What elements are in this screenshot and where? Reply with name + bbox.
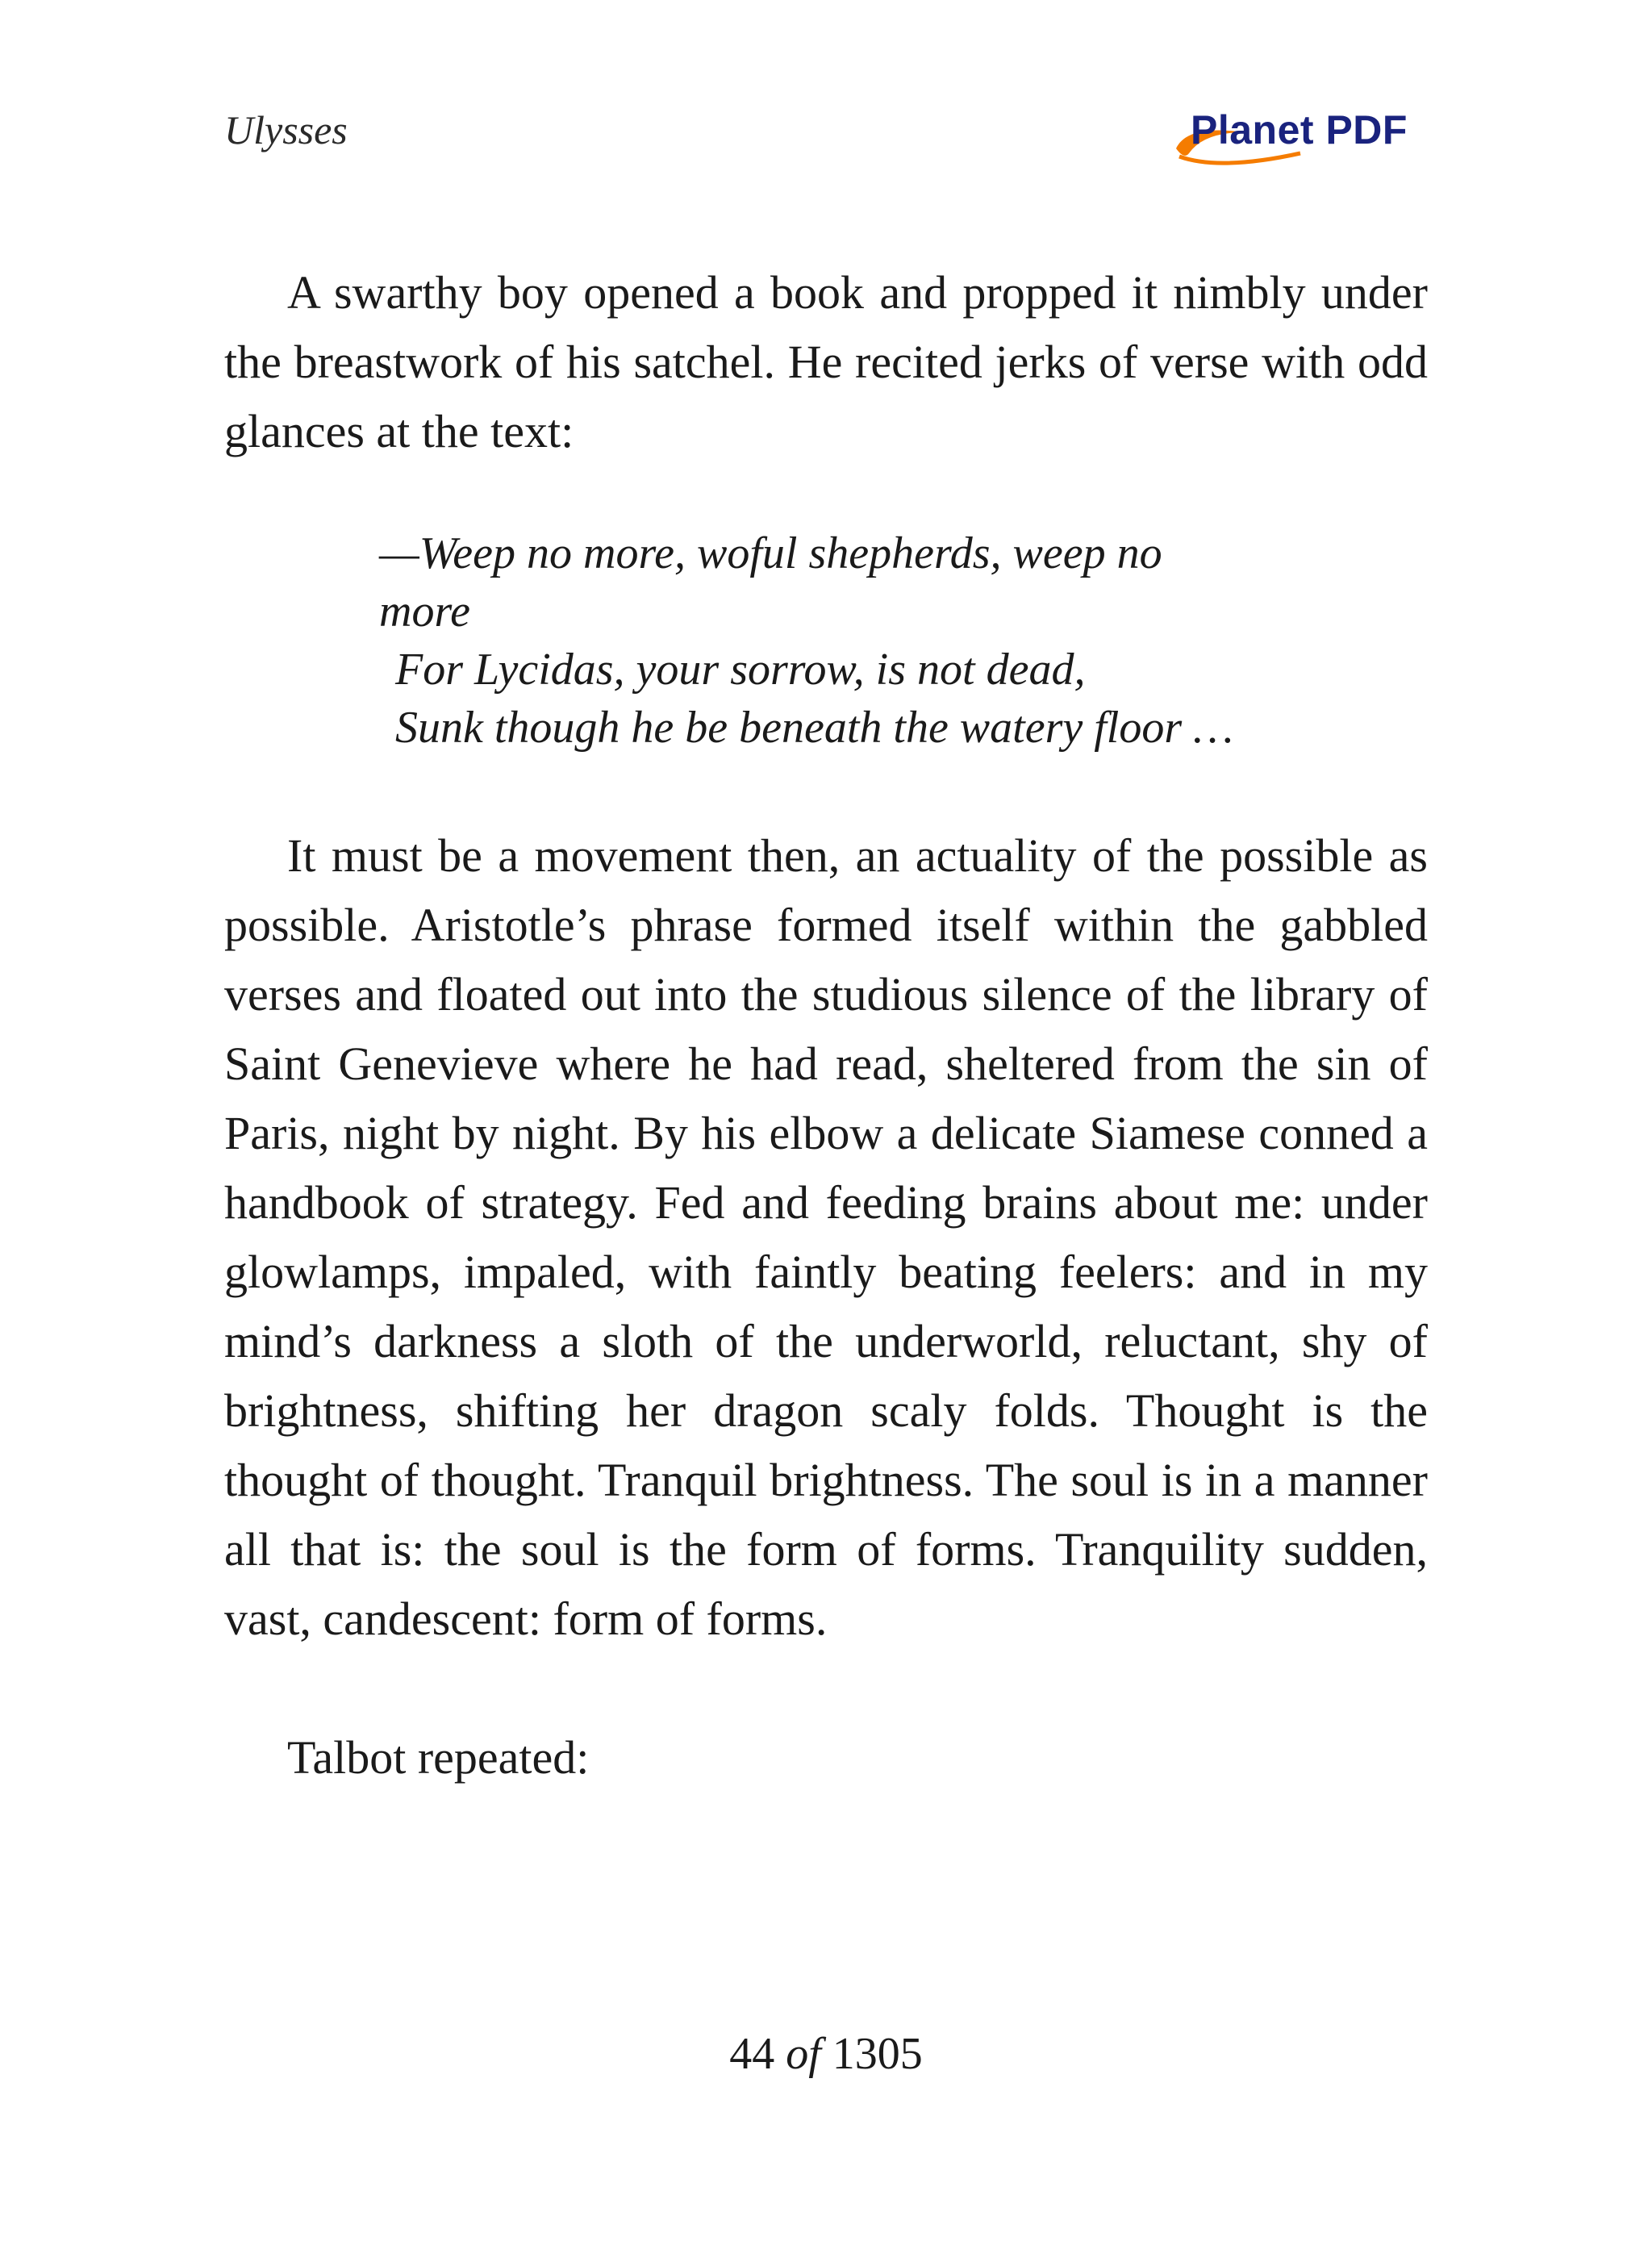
verse-line-4: Sunk though he be beneath the watery floor … [395,703,1233,753]
verse-line-1: —Weep no more, woful shepherds, weep no [379,528,1162,578]
verse-line-2: more [379,586,471,637]
paragraph-2: It must be a movement then, an actuality of the possible as possible. Aristotle’s phrase formed itself within the gabbled verses and floated out into the studious silence of the library of Saint Genevieve where he had read, sheltered from the sin of Paris, night by night. By his elbow a delicate Siamese conned a handbook of strategy. Fed and feeding brains about me: under glowlamps, impaled, with faintly beating feelers: and in my mind’s darkness a sloth of the underworld, reluctant, shy of brightness, shifting her dragon scaly folds. Thought is the thought of thought. Tranquil brightness. The soul is in a manner all that is: the soul is the form of forms. Tranquility sudden, vast, candescent: form of forms. [224,829,1428,1645]
page-number [0,2028,1652,2080]
planet-pdf-logo [1171,100,1429,173]
of-label: of [786,2029,821,2079]
paragraph-3: Talbot repeated: [287,1731,590,1784]
verse-block [379,524,1266,757]
total-pages: 1305 [832,2029,923,2079]
current-page: 44 [729,2029,775,2079]
verse-line-3: For Lycidas, your sorrow, is not dead, [395,645,1086,695]
paragraph-1: A swarthy boy opened a book and propped it nimbly under the breastwork of his satchel. He recited jerks of verse with odd glances at the text: [224,266,1428,457]
book-title: Ulysses [224,107,348,152]
logo-text: Planet PDF [1191,107,1408,152]
